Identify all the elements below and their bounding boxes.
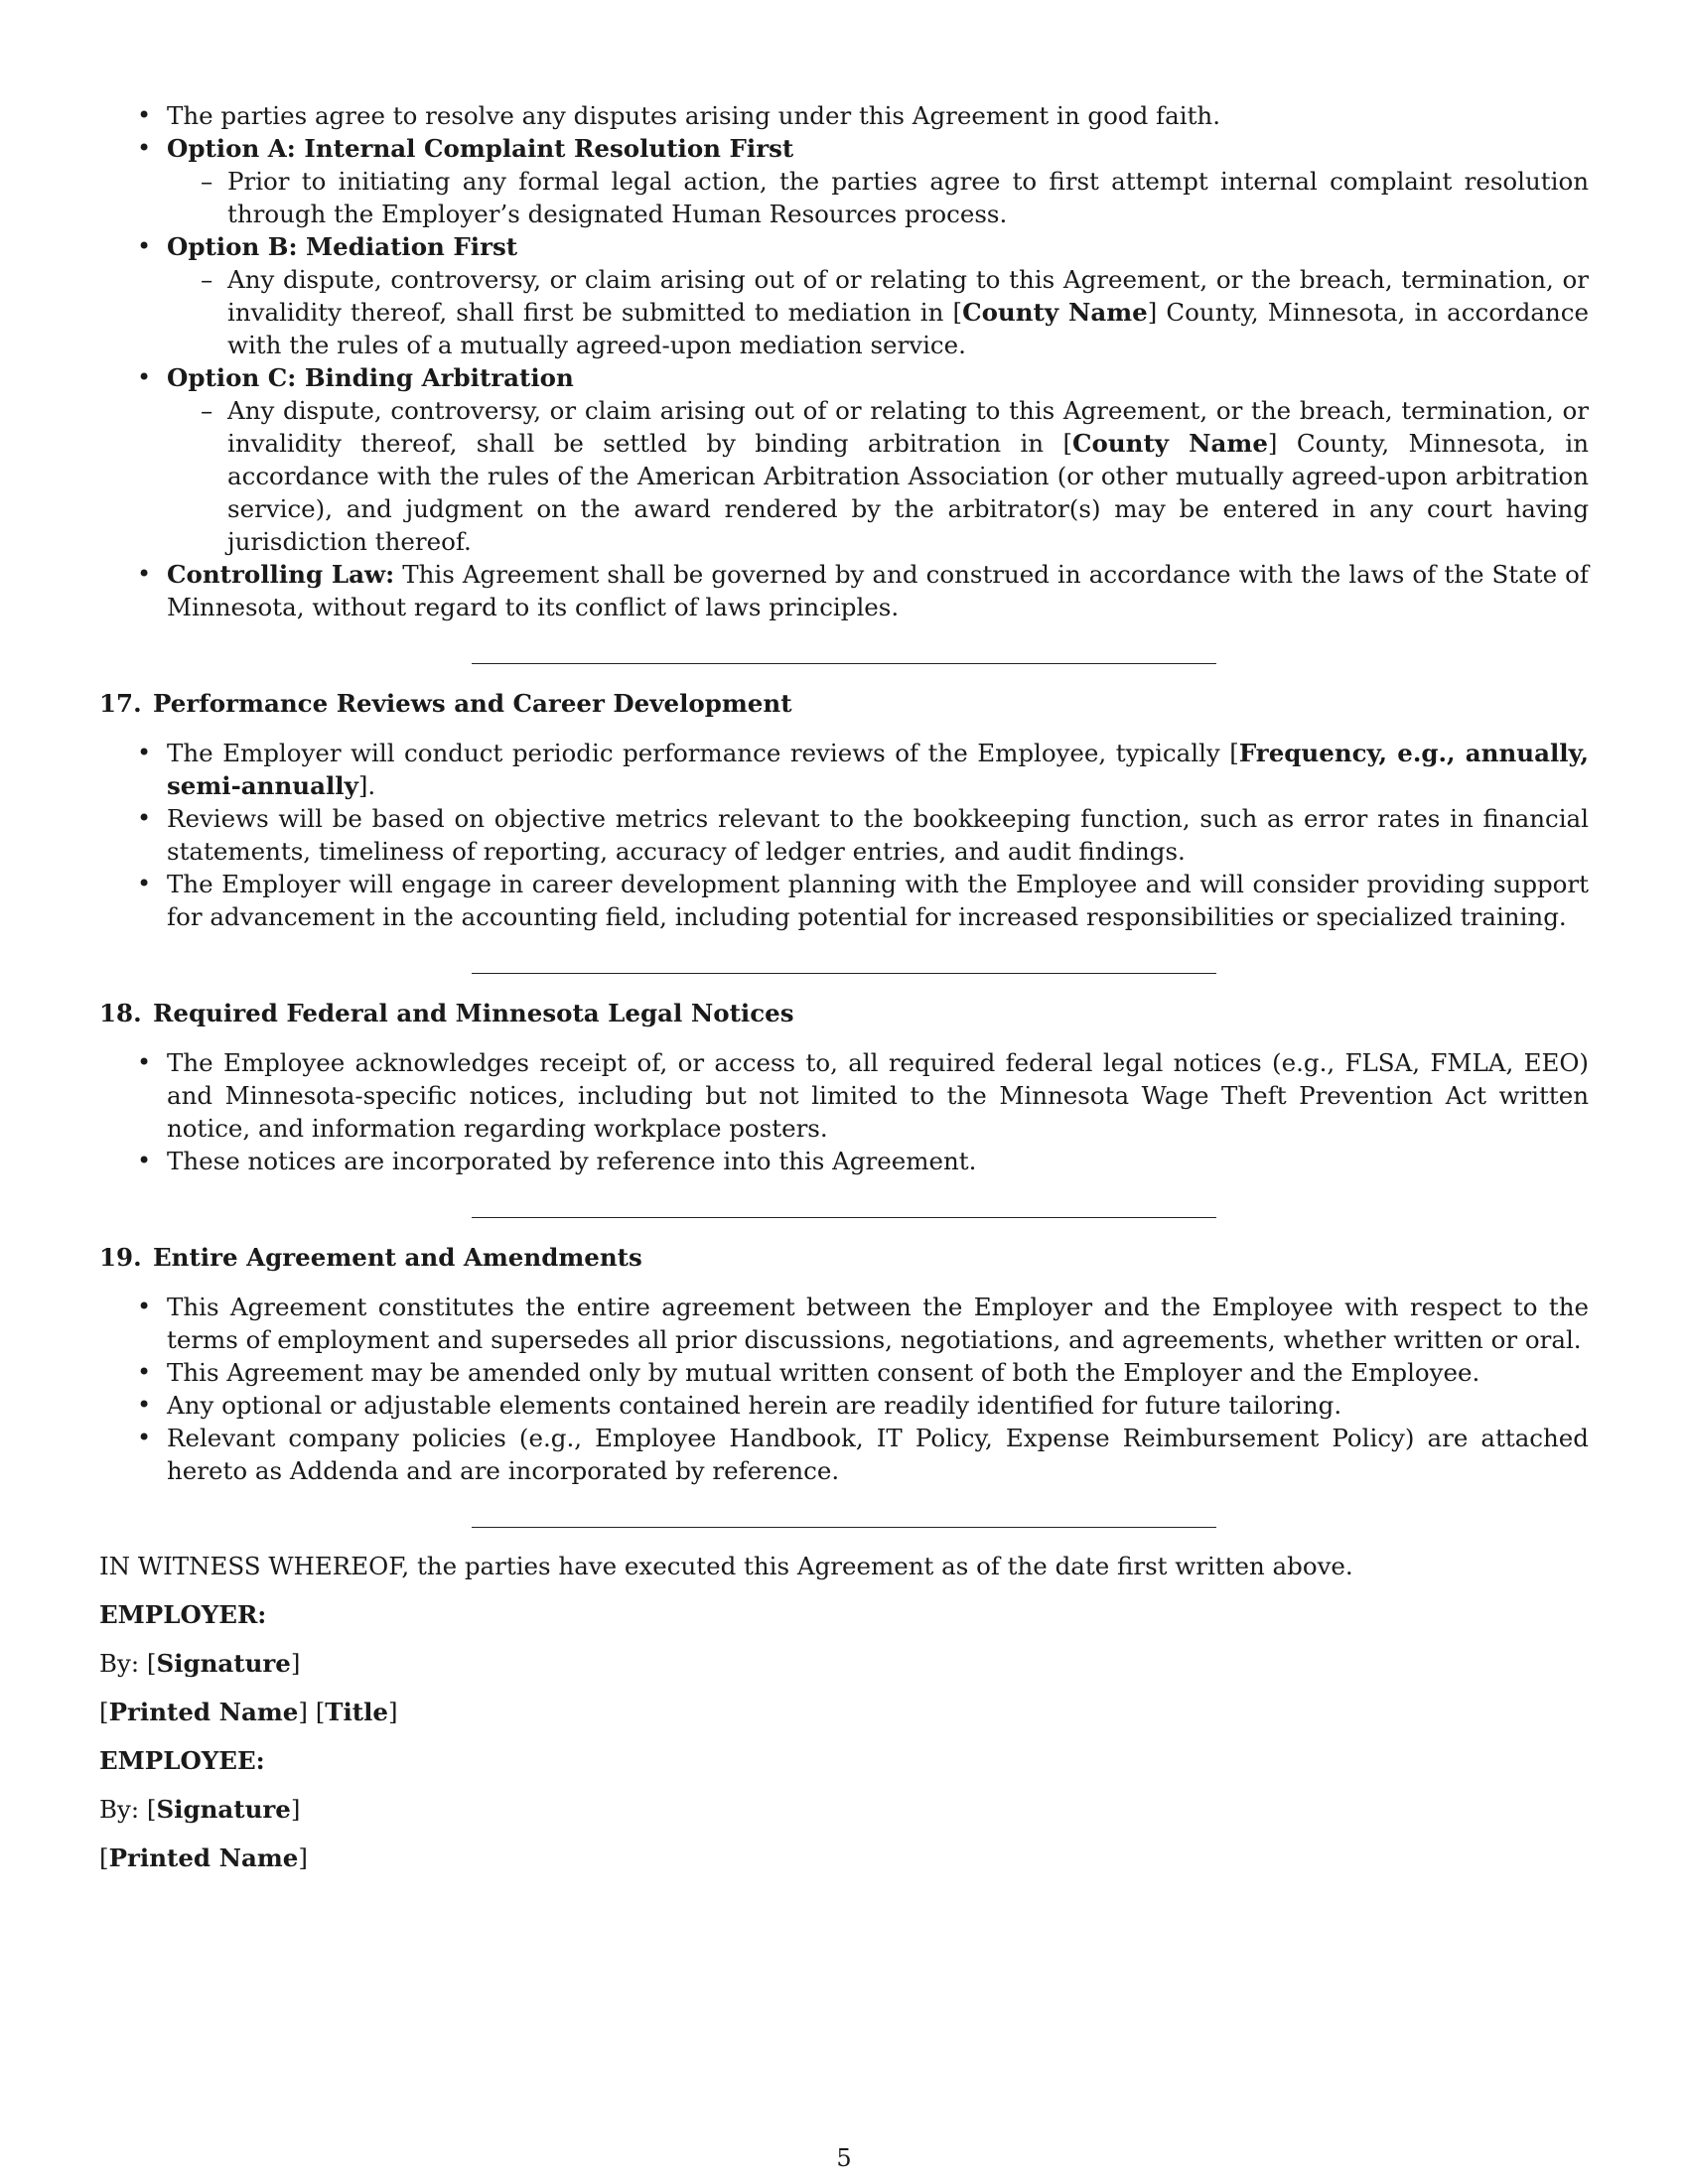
employer-label (99, 1598, 1589, 1631)
section-17-list (99, 737, 1589, 933)
section-number: 17. (99, 689, 142, 718)
list-item (99, 1389, 1589, 1422)
dispute-intro: The parties agree to resolve any disputes arising under this Agreement in good faith. (167, 101, 1220, 130)
item-text: Reviews will be based on objective metrics relevant to the bookkeeping function, such as error rates in financial statements, timeliness of reporting, accuracy of ledger entries, and audit findings. (167, 804, 1589, 866)
signature-placeholder: Signature (156, 1795, 291, 1824)
printed-name-placeholder: Printed Name (108, 1843, 299, 1872)
list-item (99, 558, 1589, 623)
option-b-text-post: ] County, Minnesota, in accordance with the rules of a mutually agreed-upon mediation service. (227, 298, 1589, 359)
list-item (99, 99, 1589, 132)
list-item (99, 1046, 1589, 1145)
list-item (99, 1356, 1589, 1389)
list-item (167, 165, 1589, 230)
controlling-law-label: Controlling Law: (167, 560, 395, 589)
document-page (99, 99, 1589, 1874)
employee-signature-line: By: [Signature] (99, 1795, 301, 1824)
item-text: This Agreement constitutes the entire agreement between the Employer and the Employee with respect to the terms of employment and supersedes all prior discussions, negotiations, and agreements, whether written or oral. (167, 1293, 1589, 1354)
list-item (99, 230, 1589, 361)
item-text: The Employer will engage in career development planning with the Employee and will consider providing support for advancement in the accounting field, including potential for increased responsibilities or specialized training. (167, 870, 1589, 931)
option-c-text-post: ] County, Minnesota, in accordance with the rules of the American Arbitration Association (or other mutually agreed-upon arbitration service), and judgment on the award rendered by the arbitrator(s) may be entered in any court having jurisdiction thereof. (227, 429, 1589, 556)
section-divider (472, 663, 1216, 664)
item-text: The Employer will conduct periodic performance reviews of the Employee, typically [ (167, 739, 1239, 767)
option-c-sublist (167, 394, 1589, 558)
section-title: Required Federal and Minnesota Legal Notices (153, 999, 794, 1027)
section-number: 18. (99, 999, 142, 1027)
section-title: Entire Agreement and Amendments (153, 1243, 642, 1272)
list-item (99, 1145, 1589, 1177)
list-item (99, 737, 1589, 802)
employee-label-text: EMPLOYEE: (99, 1746, 265, 1775)
county-name-placeholder: County Name (962, 298, 1148, 327)
witness-statement: IN WITNESS WHEREOF, the parties have executed this Agreement as of the date first written above. (99, 1552, 1353, 1580)
option-b-text-pre: Any dispute, controversy, or claim arising out of or relating to this Agreement, or the breach, termination, or invalidity thereof, shall first be submitted to mediation in [ (227, 265, 1589, 327)
item-text: ]. (357, 771, 376, 800)
item-text: Any optional or adjustable elements contained herein are readily identified for future tailoring. (167, 1391, 1342, 1420)
employer-name-title-line: [Printed Name] [Title] (99, 1698, 398, 1726)
option-a-sublist (167, 165, 1589, 230)
section-number: 19. (99, 1243, 142, 1272)
printed-name-placeholder: Printed Name (108, 1698, 299, 1726)
section-title: Performance Reviews and Career Development (153, 689, 792, 718)
list-item (99, 1291, 1589, 1356)
section-divider (472, 1217, 1216, 1218)
section-divider (472, 973, 1216, 974)
list-item (99, 802, 1589, 868)
page-number: 5 (836, 2144, 852, 2172)
dispute-resolution-list (99, 99, 1589, 623)
section-18-list (99, 1046, 1589, 1177)
list-item (167, 394, 1589, 558)
employee-name-line: [Printed Name] (99, 1843, 308, 1872)
list-item (99, 868, 1589, 933)
by-label: By: (99, 1795, 147, 1824)
list-item (99, 1422, 1589, 1487)
item-text: Relevant company policies (e.g., Employee Handbook, IT Policy, Expense Reimbursement Policy) are attached hereto as Addenda and are incorporated by reference. (167, 1424, 1589, 1485)
county-name-placeholder: County Name (1072, 429, 1268, 458)
option-c-title: Option C: Binding Arbitration (167, 363, 574, 392)
signature-placeholder: Signature (156, 1649, 291, 1678)
frequency-placeholder: Frequency, e.g., annually, semi-annually (167, 739, 1590, 800)
employee-label (99, 1744, 1589, 1777)
section-19-list (99, 1291, 1589, 1487)
list-item (99, 361, 1589, 558)
controlling-law-text: This Agreement shall be governed by and construed in accordance with the laws of the State of Minnesota, without regard to its conflict of laws principles. (167, 560, 1590, 621)
employer-signature-line: By: [Signature] (99, 1649, 301, 1678)
title-placeholder: Title (325, 1698, 389, 1726)
item-text: The Employee acknowledges receipt of, or access to, all required federal legal notices (e.g., FLSA, FMLA, EEO) and Minnesota-specific notices, including but not limited to the Minnesota Wage Theft Prevention Act written notice, and information regarding workplace posters. (167, 1048, 1589, 1143)
option-a-title: Option A: Internal Complaint Resolution First (167, 134, 794, 163)
section-17-heading (99, 687, 1589, 720)
by-label: By: (99, 1649, 147, 1678)
section-18-heading (99, 997, 1589, 1029)
option-b-sublist (167, 263, 1589, 361)
item-text: This Agreement may be amended only by mutual written consent of both the Employer and the Employee. (167, 1358, 1480, 1387)
option-a-text: Prior to initiating any formal legal action, the parties agree to first attempt internal complaint resolution through the Employer’s designated Human Resources process. (227, 167, 1589, 228)
list-item (167, 263, 1589, 361)
section-divider (472, 1527, 1216, 1528)
employer-label-text: EMPLOYER: (99, 1600, 267, 1629)
option-c-text-pre: Any dispute, controversy, or claim arising out of or relating to this Agreement, or the breach, termination, or invalidity thereof, shall be settled by binding arbitration in [ (227, 396, 1589, 458)
option-b-title: Option B: Mediation First (167, 232, 518, 261)
item-text: These notices are incorporated by reference into this Agreement. (167, 1147, 977, 1175)
section-19-heading (99, 1241, 1589, 1274)
list-item (99, 132, 1589, 230)
